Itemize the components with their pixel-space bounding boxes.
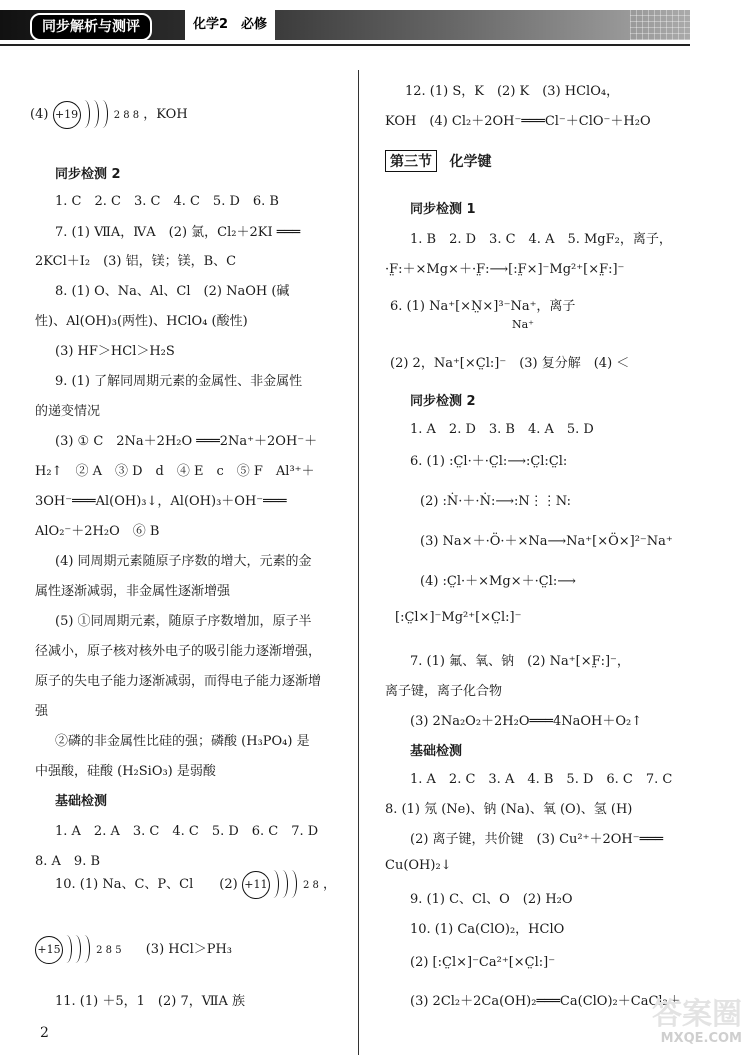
answer-line: 原子的失电子能力逐渐减弱，而得电子能力逐渐增 (35, 674, 322, 689)
answer-line: (4) 同周期元素随原子序数的增大，元素的金 (55, 554, 312, 569)
section-heading: 基础检测 (55, 794, 108, 809)
answer-line: 1. A 2. A 3. C 4. C 5. D 6. C 7. D (55, 824, 319, 839)
answer-line: 8. (1) O、Na、Al、Cl (2) NaOH (碱 (55, 284, 290, 299)
answer-line: 属性逐渐减弱，非金属性逐渐增强 (35, 584, 231, 599)
shell-arc-icon (79, 935, 90, 963)
shell-arc-icon (286, 870, 297, 898)
nucleus: +19 (53, 101, 81, 129)
electron-dot-equation: 6. (1) :C̤l·＋·C̤l:⟶:C̤l:C̤l: (410, 454, 568, 469)
shell-electrons: 2 8 8 (113, 109, 140, 121)
section-title-row (385, 150, 491, 172)
answer-line: 7. (1) ⅦA，ⅣA (2) 氯，Cl₂＋2KI ═══ (55, 225, 301, 240)
answer-4-kcl (30, 100, 188, 129)
watermark (602, 997, 742, 1053)
answer-text: ， (323, 876, 337, 892)
answer-line: 性)、Al(OH)₃(两性)、HClO₄ (酸性) (35, 314, 248, 329)
section-heading: 同步检测 2 (55, 167, 121, 182)
electron-dot-equation: [:C̤l×]⁻Mg²⁺[×C̤l:]⁻ (395, 610, 522, 625)
answer-text: ，KOH (143, 106, 188, 122)
electron-dot-equation: (3) Na×＋·Ö·＋×Na⟶Na⁺[×Ö×]²⁻Na⁺ (420, 534, 673, 549)
atom-diagram-p (35, 935, 122, 964)
answer-line: 9. (1) 了解同周期元素的金属性、非金属性 (55, 374, 303, 389)
electron-dot-equation: ·F̤:＋×Mg×＋·F̤:⟶[:F̤×]⁻Mg²⁺[×F̤:]⁻ (385, 262, 625, 277)
answer-line: 12. (1) S，K (2) K (3) HClO₄， (405, 84, 620, 99)
section-label: 第三节 (385, 150, 437, 172)
answer-line: 离子键，离子化合物 (385, 684, 503, 699)
answer-line: 3OH⁻═══Al(OH)₃↓，Al(OH)₃＋OH⁻═══ (35, 494, 287, 509)
section-heading: 基础检测 (410, 744, 463, 759)
answer-line: (2) 离子键，共价键 (3) Cu²⁺＋2OH⁻═══ (410, 832, 664, 847)
answer-line: 1. A 2. D 3. B 4. A 5. D (410, 422, 594, 437)
header-grid-pattern (630, 10, 690, 40)
answer-line: ②磷的非金属性比硅的强；磷酸 (H₃PO₄) 是 (55, 734, 310, 749)
watermark-logo: 答案圈 (652, 997, 742, 1032)
atom-diagram-na (242, 870, 319, 899)
answer-line: 7. (1) 氟、氧、钠 (2) Na⁺[×F̤:]⁻， (410, 654, 630, 669)
answer-line: Cu(OH)₂↓ (385, 858, 452, 873)
answer-line: (3) HF＞HCl＞H₂S (55, 344, 175, 359)
section-title: 化学键 (449, 154, 492, 170)
answer-10-p (35, 935, 232, 964)
answer-line: 8. (1) 氖 (Ne)、钠 (Na)、氧 (O)、氢 (H) (385, 802, 633, 817)
column-divider (358, 70, 359, 1055)
shell-electrons: 2 8 5 (96, 944, 122, 956)
answer-line: (3) ① C 2Na＋2H₂O ═══2Na⁺＋2OH⁻＋ (55, 434, 318, 449)
answer-line: 8. A 9. B (35, 854, 101, 869)
answer-line: (3) 2Na₂O₂＋2H₂O═══4NaOH＋O₂↑ (410, 714, 643, 729)
section-heading: 同步检测 2 (410, 394, 476, 409)
answer-line: 1. A 2. C 3. A 4. B 5. D 6. C 7. C (410, 772, 673, 787)
electron-dot-equation: (2) [:C̤l×]⁻Ca²⁺[×C̤l:]⁻ (410, 955, 556, 970)
answer-line: 径减小，原子核对核外电子的吸引能力逐渐增强， (35, 644, 322, 659)
answer-line: KOH (4) Cl₂＋2OH⁻═══Cl⁻＋ClO⁻＋H₂O (385, 114, 651, 129)
answer-line: 6. (1) Na⁺[×N̤×]³⁻Na⁺，离子 (390, 299, 576, 314)
answer-line: H₂↑ ② A ③ D d ④ E c ⑤ F Al³⁺＋ (35, 464, 315, 479)
answer-line: AlO₂⁻＋2H₂O ⑥ B (35, 524, 160, 539)
nucleus: +11 (242, 871, 270, 899)
answer-line: 中强酸，硅酸 (H₂SiO₃) 是弱酸 (35, 764, 216, 779)
electron-dot-equation: (4) :C̤l·＋×Mg×＋·C̤l:⟶ (420, 574, 576, 589)
answer-line: 的递变情况 (35, 404, 101, 419)
answer-line: 1. C 2. C 3. C 4. C 5. D 6. B (55, 194, 279, 209)
atom-diagram-k (53, 100, 140, 129)
answer-line: Na⁺ (512, 318, 534, 331)
book-title: 同步解析与测评 (30, 13, 152, 41)
watermark-url: MXQE.COM (660, 1031, 742, 1046)
page-number: 2 (40, 1025, 49, 1041)
answer-line: (2) 2，Na⁺[×C̤l:]⁻ (3) 复分解 (4) ＜ (390, 356, 630, 371)
answer-line: 1. B 2. D 3. C 4. A 5. MgF₂，离子， (410, 232, 672, 247)
shell-arc-icon (97, 100, 108, 128)
answer-line: (3) 2Cl₂＋2Ca(OH)₂═══Ca(ClO)₂＋CaCl₂＋ (410, 994, 681, 1009)
answer-line: (5) ①同周期元素，随原子序数增加，原子半 (55, 614, 312, 629)
answer-text: (3) HCl＞PH₃ (145, 941, 233, 957)
answer-line: 2KCl＋I₂ (3) 铝，镁；镁，B、C (35, 254, 237, 269)
answer-10-na (55, 870, 336, 899)
section-heading: 同步检测 1 (410, 202, 476, 217)
nucleus: +15 (35, 936, 63, 964)
book-subtitle: 化学2 必修 (185, 10, 275, 40)
answer-line: 强 (35, 704, 49, 719)
answer-label: (4) (30, 106, 49, 122)
answer-line: 10. (1) Ca(ClO)₂，HClO (410, 922, 565, 937)
answer-line: 11. (1) ＋5，1 (2) 7，ⅦA 族 (55, 994, 246, 1009)
answer-line: 9. (1) C、Cl、O (2) H₂O (410, 892, 573, 907)
electron-dot-equation: (2) :Ṅ·＋·Ṅ:⟶:N⋮⋮N: (420, 494, 572, 509)
answer-text: 10. (1) Na、C、P、Cl (2) (55, 876, 238, 892)
shell-electrons: 2 8 (302, 879, 319, 891)
